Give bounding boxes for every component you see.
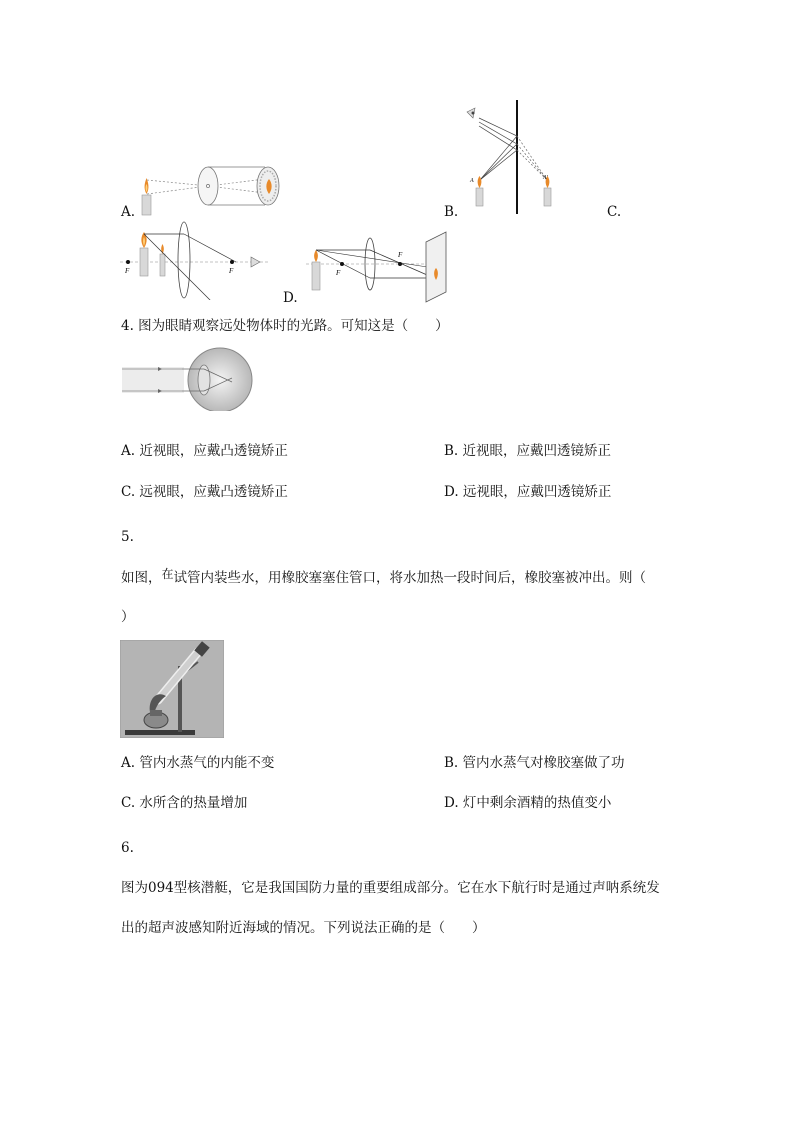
option-b-mirror-figure — [462, 98, 562, 216]
q4-option-a[interactable]: A. 近视眼，应戴凸透镜矫正 — [121, 443, 288, 459]
q4-stem: 4. 图为眼睛观察远处物体时的光路。可知这是（ ） — [121, 318, 449, 334]
point-a-label: A — [470, 178, 474, 184]
point-a-prime-label: A' — [543, 175, 548, 181]
focal-point-f2-label: F — [398, 251, 403, 259]
option-c-convex-lens-figure — [118, 220, 274, 300]
q6-stem-line1: 图为094型核潜艇，它是我国国防力量的重要组成部分。它在水下航行时是通过声呐系统发 — [121, 880, 660, 896]
q6-stem-line2: 出的超声波感知附近海域的情况。下列说法正确的是（ ） — [121, 920, 486, 936]
option-b-label[interactable]: B. — [444, 204, 459, 220]
q4-eye-figure — [122, 347, 262, 411]
q5-option-a[interactable]: A. 管内水蒸气的内能不变 — [121, 755, 275, 771]
q5-option-d[interactable]: D. 灯中剩余酒精的热值变小 — [444, 795, 612, 811]
option-a-label[interactable]: A. — [121, 204, 136, 220]
option-d-label[interactable]: D. — [283, 290, 298, 306]
option-d-projector-figure — [304, 228, 464, 304]
q5-option-b[interactable]: B. 管内水蒸气对橡胶塞做了功 — [444, 755, 625, 771]
focal-point-f1-label: F — [125, 267, 130, 275]
q5-stem-prefix: 如图， — [121, 570, 162, 586]
q4-option-c[interactable]: C. 远视眼，应戴凸透镜矫正 — [121, 484, 288, 500]
option-a-pinhole-figure — [138, 160, 288, 218]
q5-stem-line1 — [121, 567, 647, 586]
q5-stem-rest: 试管内装些水，用橡胶塞塞住管口，将水加热一段时间后，橡胶塞被冲出。则（ — [173, 570, 647, 586]
q4-option-b[interactable]: B. 近视眼，应戴凹透镜矫正 — [444, 443, 612, 459]
q6-number: 6. — [121, 840, 134, 856]
option-c-label[interactable]: C. — [607, 204, 622, 220]
q4-option-d[interactable]: D. 远视眼，应戴凹透镜矫正 — [444, 484, 612, 500]
q5-stem-mark: 在 — [161, 567, 174, 581]
focal-point-f2-label: F — [229, 267, 234, 275]
q5-option-c[interactable]: C. 水所含的热量增加 — [121, 795, 248, 811]
q5-stem-line2: ） — [121, 609, 135, 625]
q5-number: 5. — [121, 529, 134, 545]
q5-test-tube-photo — [120, 640, 224, 738]
focal-point-f1-label: F — [336, 269, 341, 277]
